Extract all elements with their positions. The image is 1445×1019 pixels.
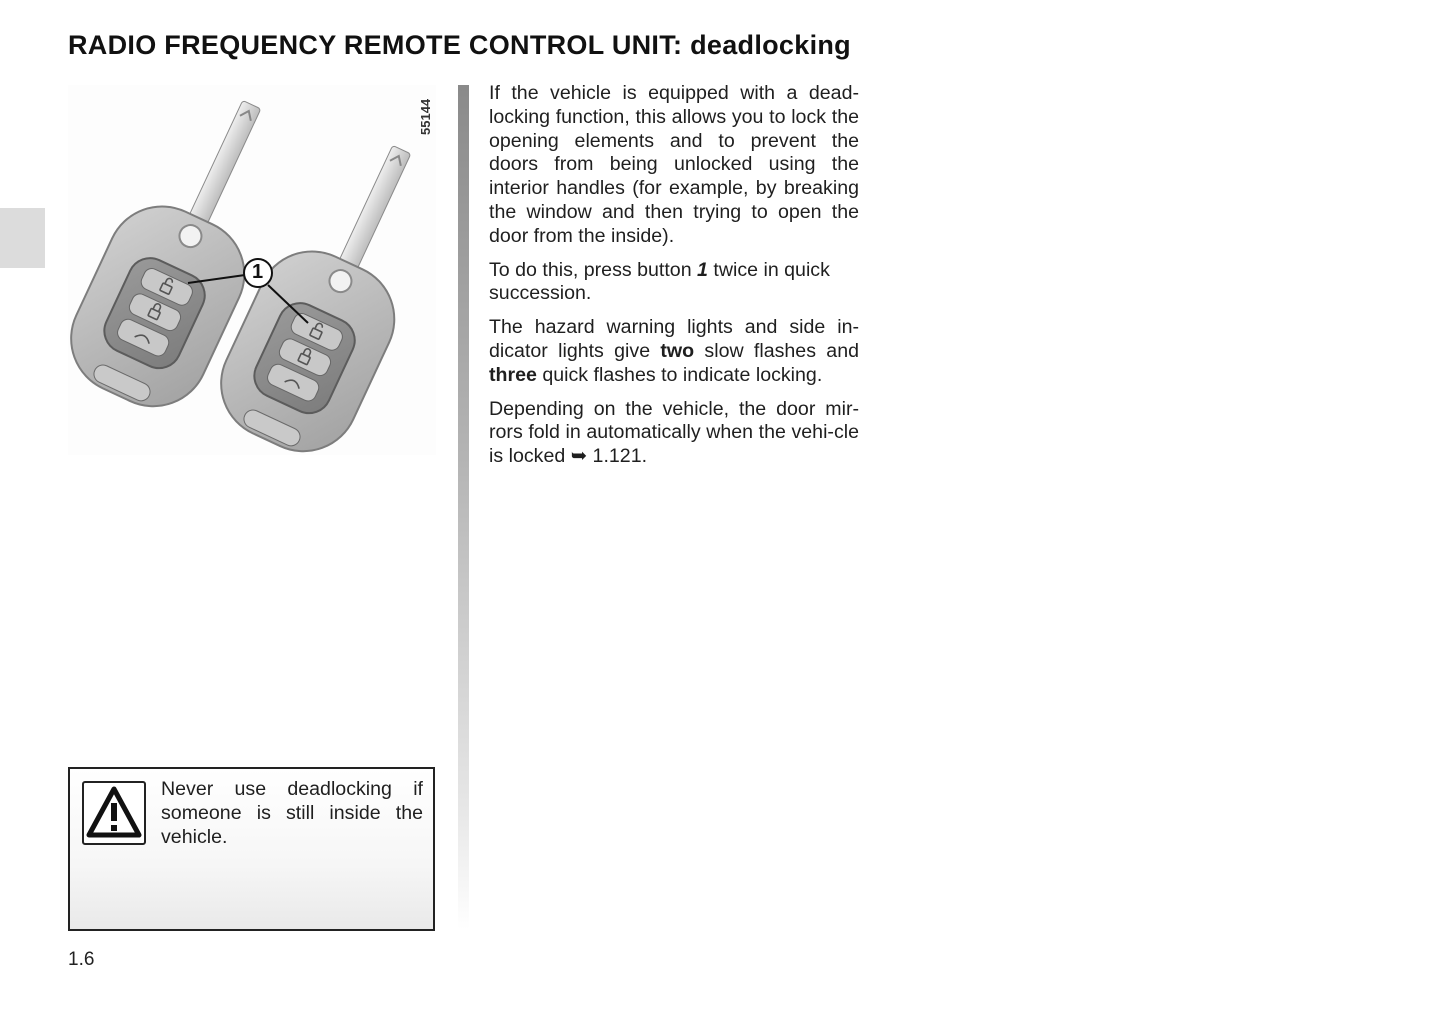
warning-box <box>68 767 435 931</box>
paragraph-deadlocking-explanation: If the vehicle is equipped with a dead-locking function, this allows you to lock the opening elements and to prevent the doors from being unlocked using the interior handles (for example, by breaking the window and then trying to open the door from the inside). <box>489 82 859 247</box>
page-link-arrow-icon: ➥ <box>570 445 588 468</box>
main-text <box>489 82 859 479</box>
page-reference-link[interactable]: 1.121. <box>587 445 648 468</box>
paragraph-hazard-lights: The hazard warning lights and side in-dicator lights give two slow flashes and three quick flashes to indicate locking. <box>489 316 859 386</box>
callout-number: 1 <box>252 261 264 283</box>
paragraph-press-button: To do this, press button 1 twice in quick succession. <box>489 258 830 305</box>
warning-text: Never use deadlocking if someone is still inside the vehicle. <box>161 778 423 848</box>
figure-reference-number: 55144 <box>418 98 433 135</box>
column-divider <box>458 85 469 930</box>
section-tab <box>0 208 45 268</box>
page-number: 1.6 <box>68 949 95 970</box>
key-fob-illustration <box>68 85 436 455</box>
button-reference: 1 <box>697 258 708 281</box>
paragraph-door-mirrors: Depending on the vehicle, the door mir-rors fold in automatically when the vehi-cle is locked ➥ 1.121. <box>489 397 859 468</box>
warning-triangle-icon <box>82 781 146 845</box>
page-title: RADIO FREQUENCY REMOTE CONTROL UNIT: deadlocking <box>68 30 851 60</box>
